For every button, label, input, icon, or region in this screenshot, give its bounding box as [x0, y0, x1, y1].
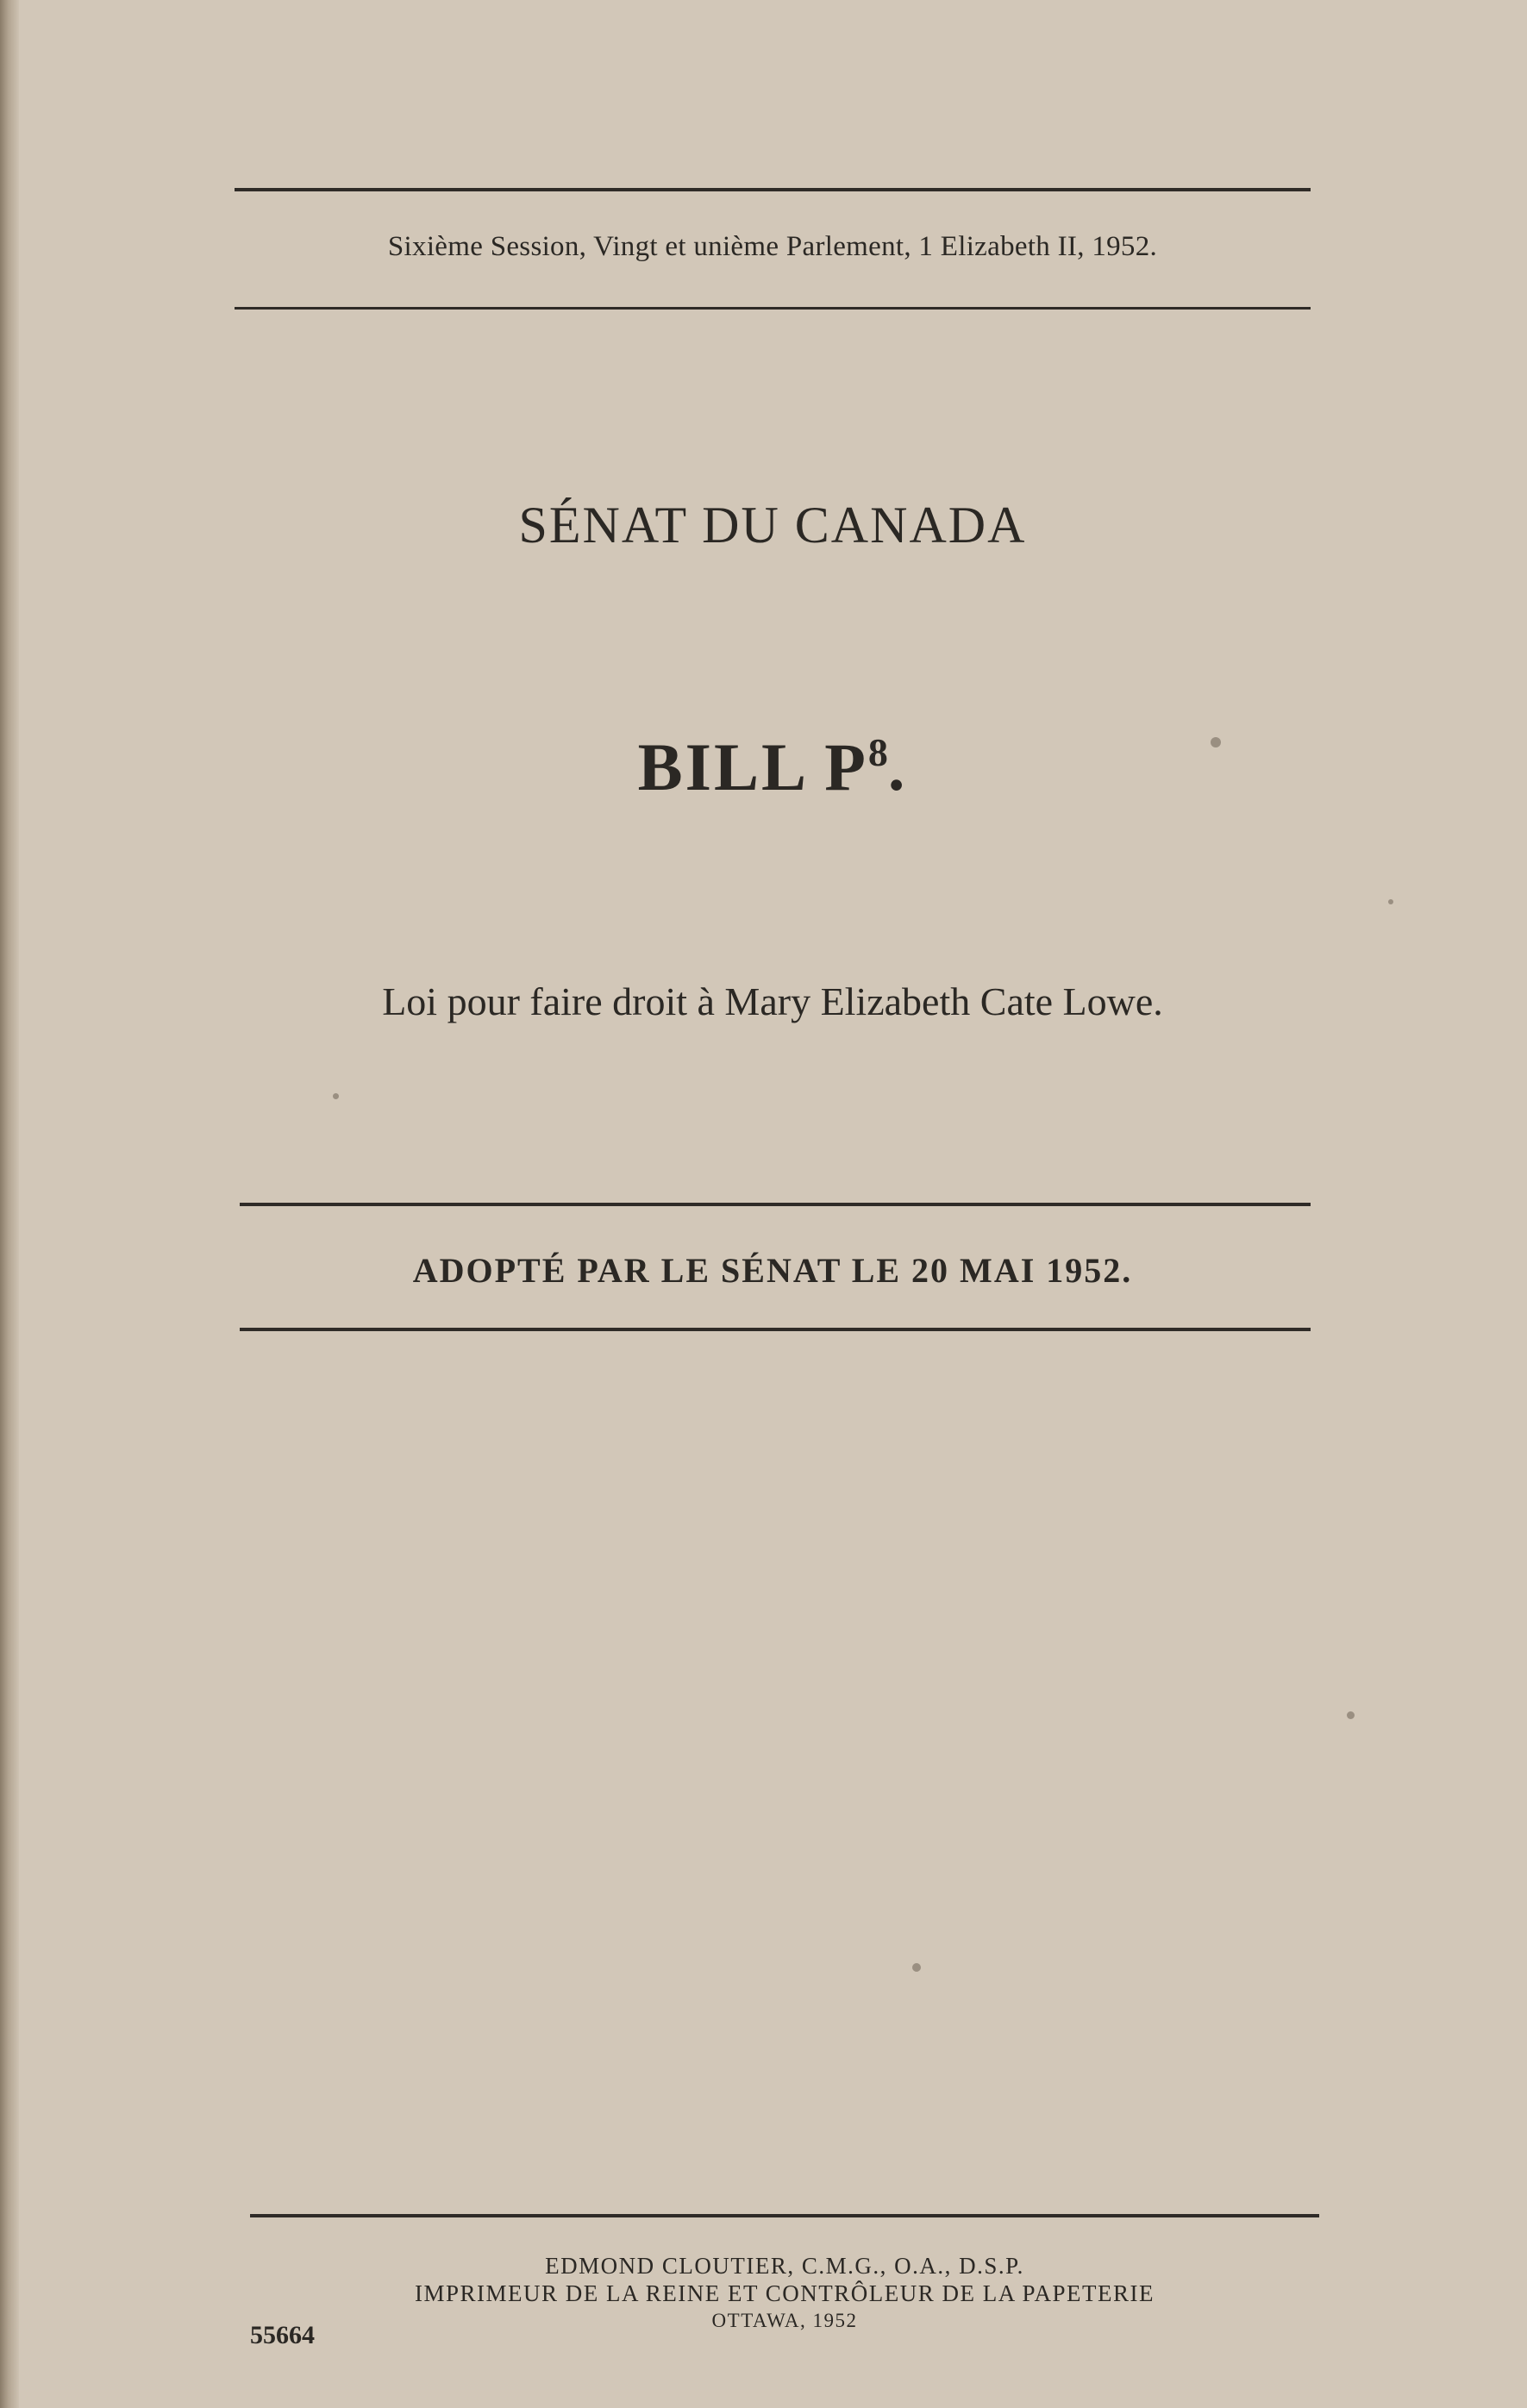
- top-rule: [235, 188, 1311, 191]
- adopted-bottom-rule: [240, 1328, 1311, 1331]
- paper-speck: [912, 1963, 921, 1972]
- bill-heading: [235, 729, 1311, 806]
- bill-period: .: [887, 729, 908, 804]
- bill-superscript: 8: [867, 730, 888, 774]
- printer-imprint: [250, 2252, 1319, 2335]
- session-bottom-rule: [235, 307, 1311, 310]
- paper-speck: [1347, 1711, 1355, 1719]
- printer-name: EDMOND CLOUTIER, C.M.G., O.A., D.S.P.: [545, 2253, 1024, 2279]
- bill-title: Loi pour faire droit à Mary Elizabeth Cate Lowe.: [382, 979, 1163, 1023]
- page-binding-edge: [0, 0, 19, 2408]
- printer-location: OTTAWA, 1952: [711, 2310, 858, 2331]
- document-number: 55664: [250, 2321, 315, 2349]
- bill-label: BILL P: [637, 729, 868, 804]
- adopted-line: ADOPTÉ PAR LE SÉNAT LE 20 MAI 1952.: [412, 1251, 1133, 1290]
- paper-speck: [1388, 899, 1393, 904]
- printer-title: IMPRIMEUR DE LA REINE ET CONTRÔLEUR DE LA PAPETERIE: [414, 2280, 1155, 2306]
- paper-speck: [333, 1093, 339, 1099]
- session-line: Sixième Session, Vingt et unième Parlement, 1 Elizabeth II, 1952.: [387, 231, 1158, 262]
- paper-speck: [1211, 737, 1221, 747]
- senate-heading: SÉNAT DU CANADA: [518, 497, 1027, 554]
- adopted-top-rule: [240, 1203, 1311, 1206]
- footer-rule: [250, 2214, 1319, 2217]
